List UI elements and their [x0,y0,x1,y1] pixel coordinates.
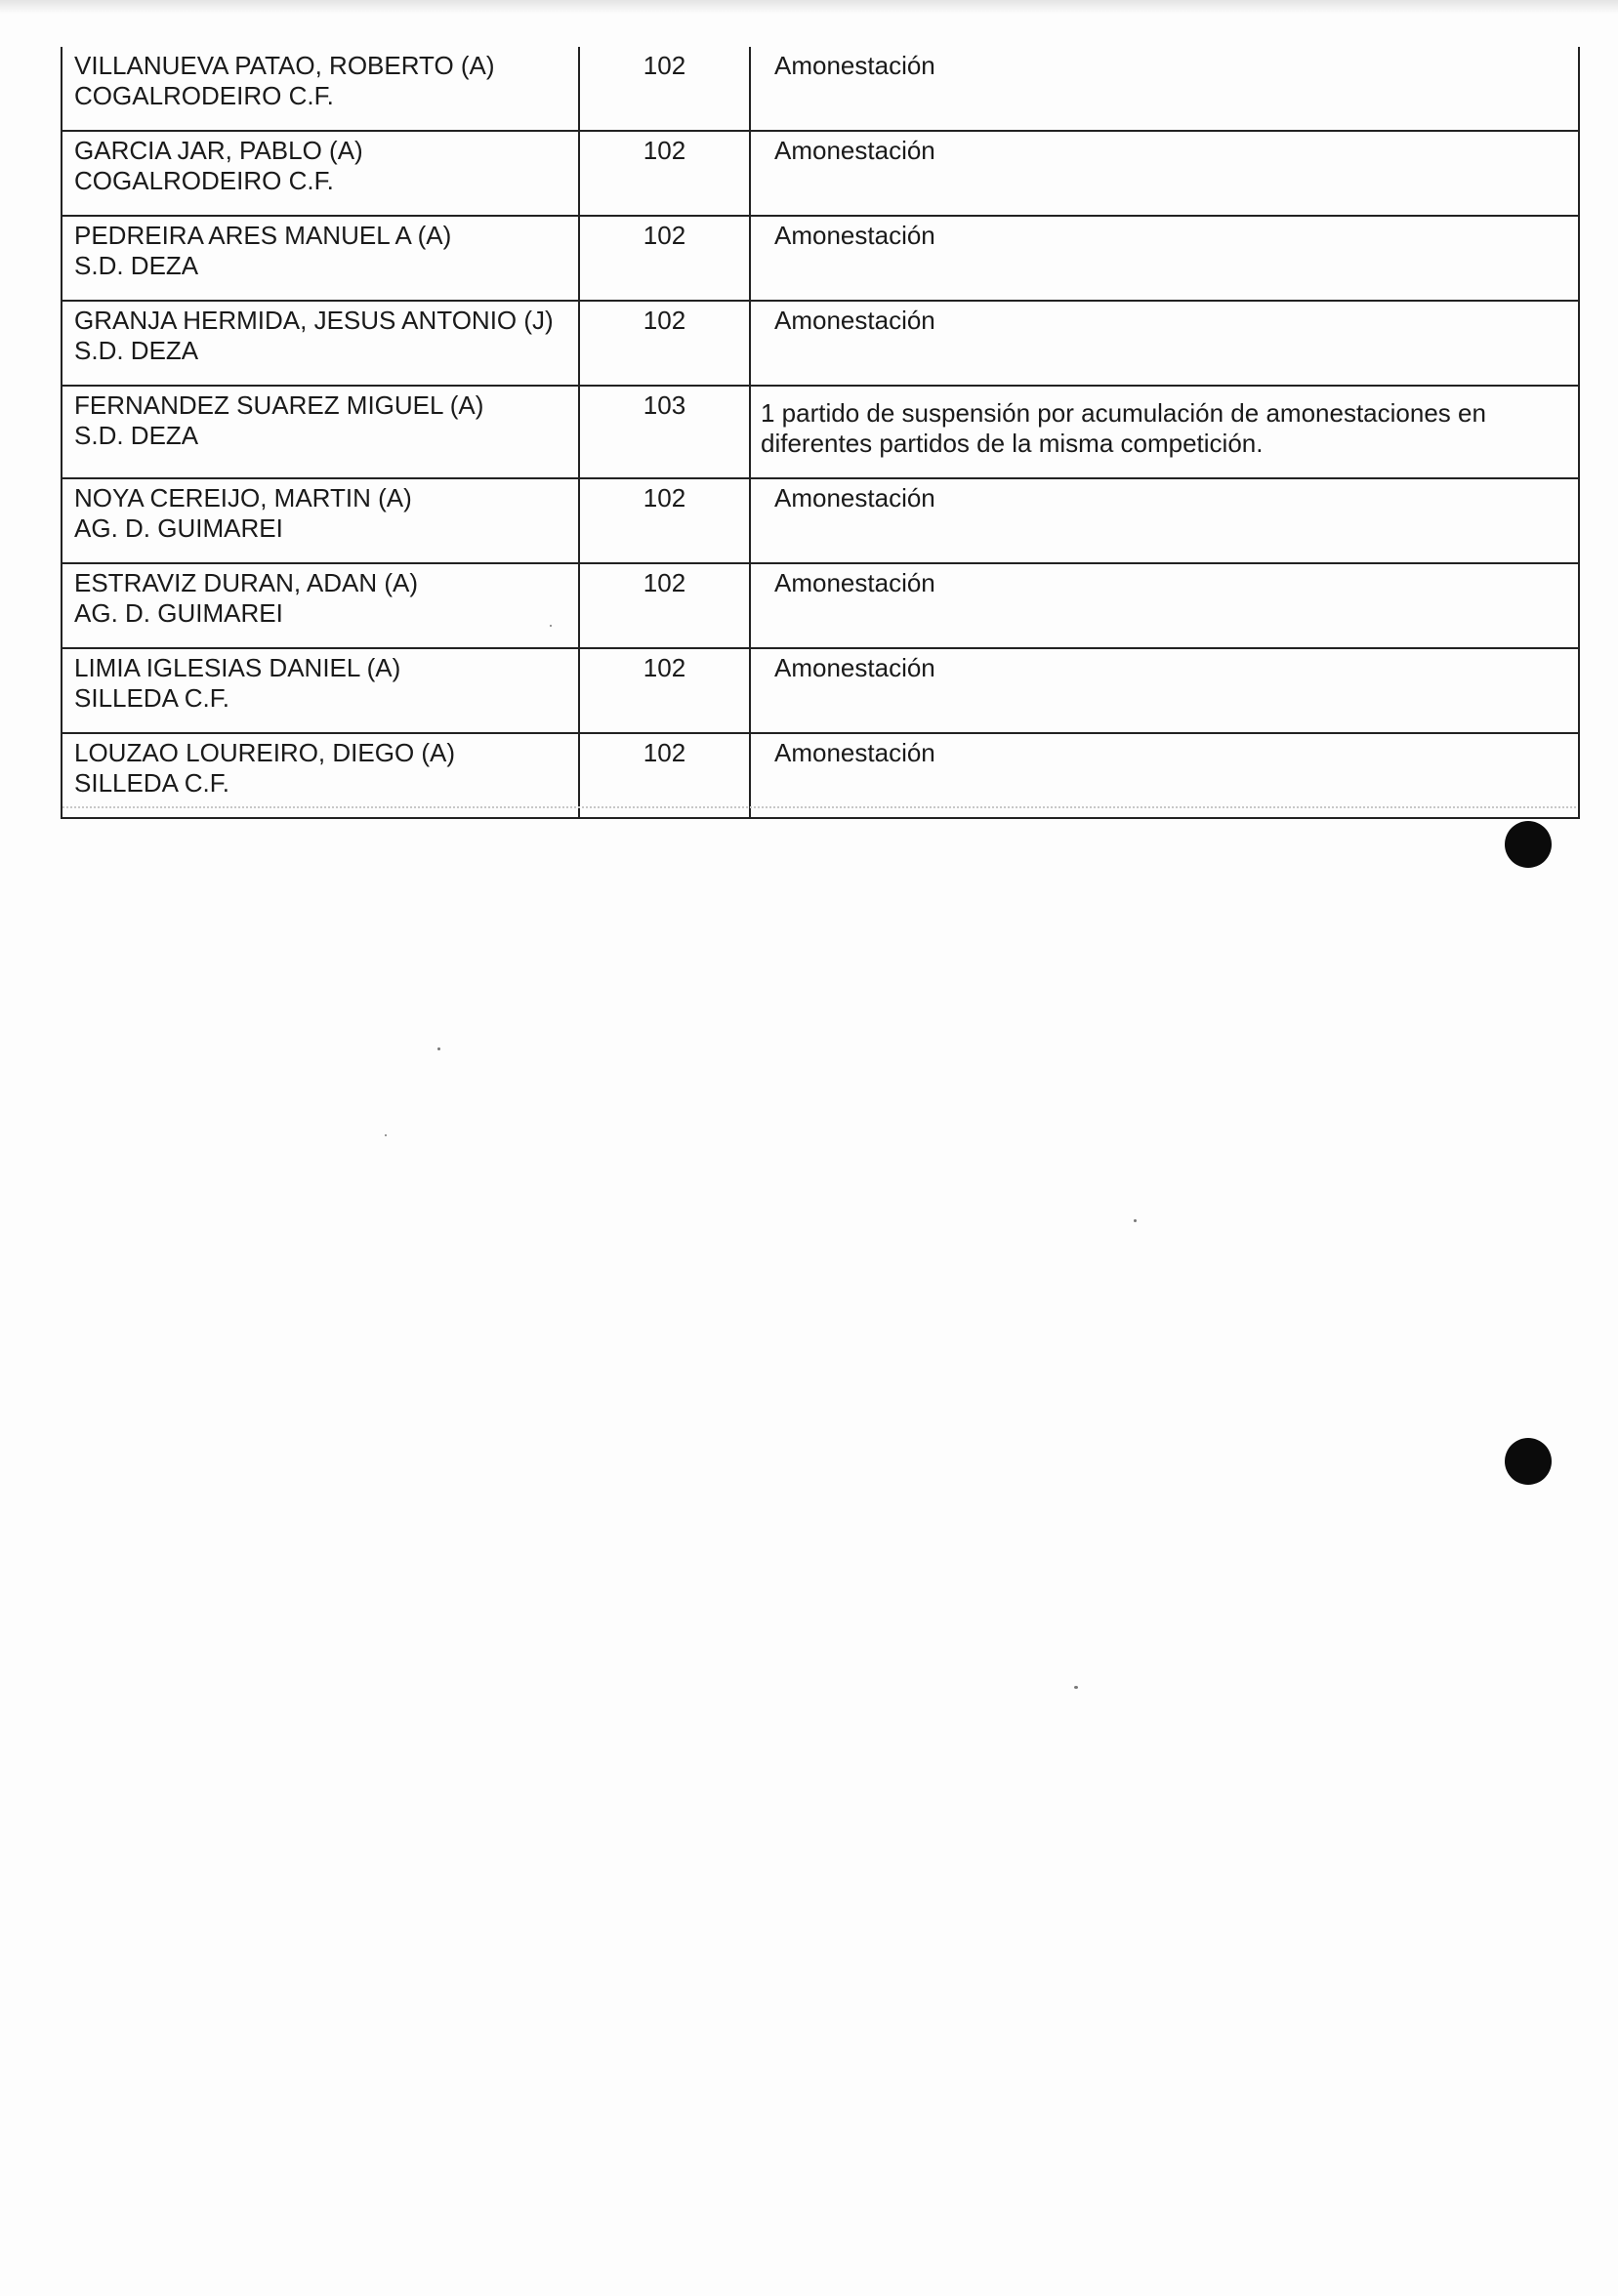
player-cell [62,131,579,216]
article-code: 103 [579,386,750,478]
sanction-text: 1 partido de suspensión por acumulación de amonestaciones en diferentes partidos de la misma competición. [750,386,1579,478]
table-row [62,563,1579,648]
club-name: COGALRODEIRO C.F. [74,166,334,195]
table-row [62,216,1579,301]
sanctions-table [61,47,1580,819]
article-code: 102 [579,47,750,131]
sanction-text: Amonestación [750,563,1579,648]
scan-speck [385,1134,387,1136]
player-cell [62,47,579,131]
scan-shadow-edge [0,0,1618,14]
club-name: SILLEDA C.F. [74,768,229,798]
player-cell [62,648,579,733]
sanction-text: Amonestación [750,216,1579,301]
player-name: GRANJA HERMIDA, JESUS ANTONIO (J) [74,306,554,335]
sanction-text: Amonestación [750,47,1579,131]
player-name: GARCIA JAR, PABLO (A) [74,136,363,165]
table-row [62,301,1579,386]
club-name: AG. D. GUIMAREI [74,598,283,628]
player-cell [62,301,579,386]
club-name: SILLEDA C.F. [74,683,229,713]
player-cell [62,733,579,818]
player-cell [62,216,579,301]
table-row [62,648,1579,733]
player-cell [62,478,579,563]
club-name: AG. D. GUIMAREI [74,513,283,543]
club-name: S.D. DEZA [74,251,199,280]
club-name: COGALRODEIRO C.F. [74,81,334,110]
player-name: NOYA CEREIJO, MARTIN (A) [74,483,412,512]
table-row [62,47,1579,131]
player-cell [62,563,579,648]
sanction-text: Amonestación [750,478,1579,563]
sanction-text: Amonestación [750,131,1579,216]
table-row [62,733,1579,818]
scan-speck [550,625,552,627]
punch-hole-icon [1505,1438,1552,1485]
article-code: 102 [579,648,750,733]
article-code: 102 [579,563,750,648]
article-code: 102 [579,131,750,216]
player-name: VILLANUEVA PATAO, ROBERTO (A) [74,51,495,80]
table-row [62,386,1579,478]
article-code: 102 [579,733,750,818]
table-row [62,478,1579,563]
sanction-text: Amonestación [750,301,1579,386]
player-cell [62,386,579,478]
player-name: PEDREIRA ARES MANUEL A (A) [74,221,452,250]
article-code: 102 [579,301,750,386]
club-name: S.D. DEZA [74,336,199,365]
article-code: 102 [579,216,750,301]
scan-speck [1134,1219,1137,1222]
sanction-text: Amonestación [750,648,1579,733]
table-row [62,131,1579,216]
club-name: S.D. DEZA [74,421,199,450]
player-name: LIMIA IGLESIAS DANIEL (A) [74,653,401,682]
scan-speck [437,1047,440,1050]
scan-dotted-artifact [62,806,1576,808]
scan-speck [1074,1686,1078,1689]
punch-hole-icon [1505,821,1552,868]
player-name: LOUZAO LOUREIRO, DIEGO (A) [74,738,456,767]
player-name: ESTRAVIZ DURAN, ADAN (A) [74,568,419,597]
sanction-text: Amonestación [750,733,1579,818]
player-name: FERNANDEZ SUAREZ MIGUEL (A) [74,390,484,420]
article-code: 102 [579,478,750,563]
